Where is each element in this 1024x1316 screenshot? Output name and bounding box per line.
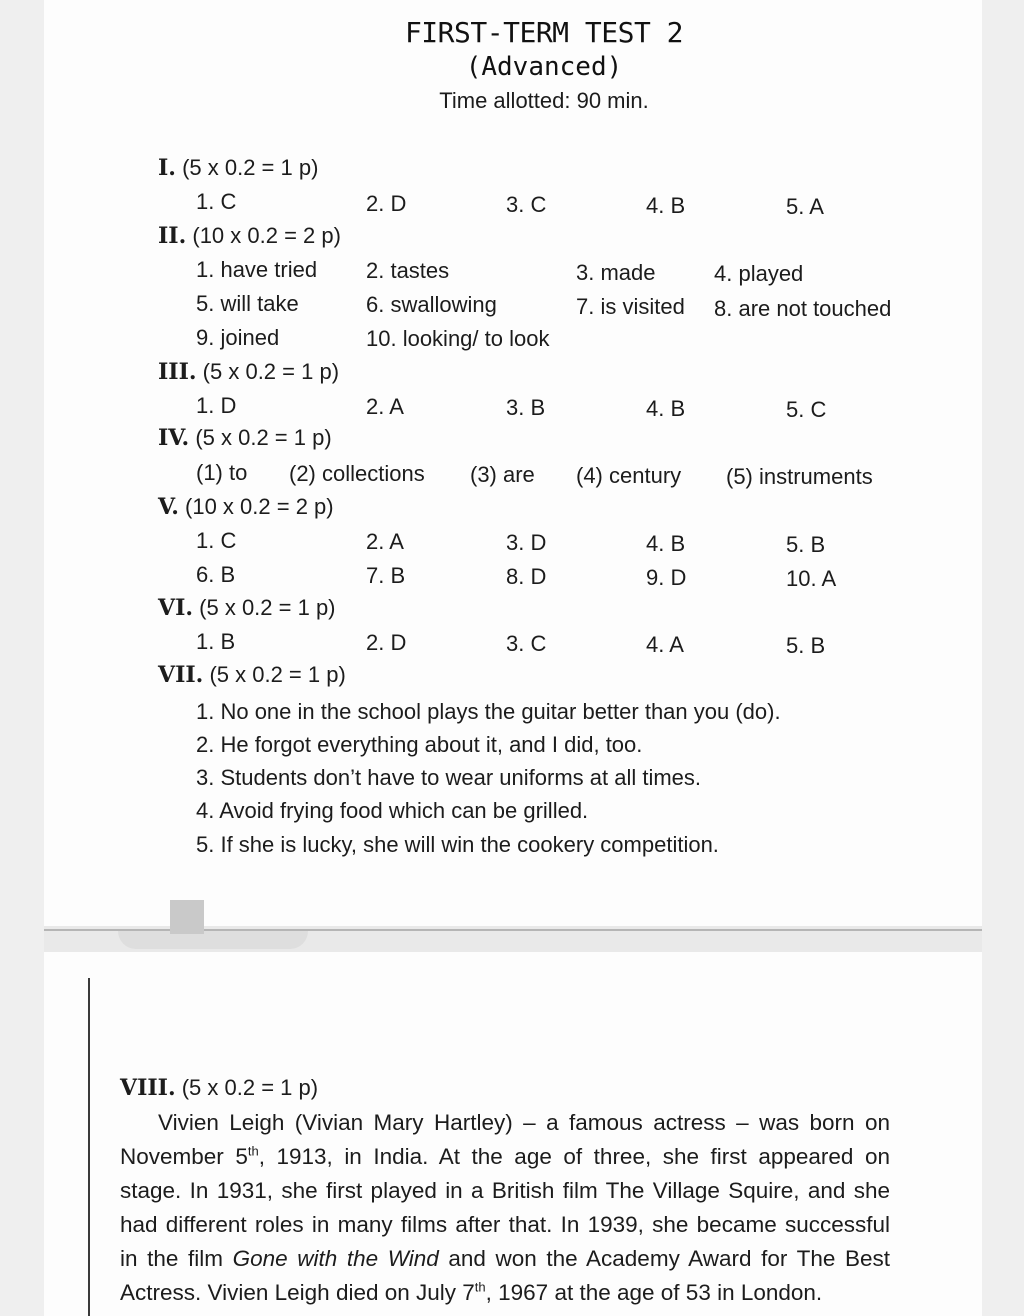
passage-line: stage. In 1931, she first played in a British film The Village Squire, and she [120,1178,890,1203]
answer: 2. D [366,630,407,655]
section-5-marks: (10 x 0.2 = 2 p) [185,494,334,519]
answer: 1. B [196,629,236,654]
section-1-number: I. [158,155,176,181]
answer: 2. tastes [366,258,450,283]
answer: 2. A [366,529,404,554]
answer: (4) century [576,463,682,488]
answer: 7. B [366,563,406,588]
answer: (5) instruments [726,464,873,489]
answer: 3. B [506,395,546,420]
passage-line: had different roles in many films after that. In 1939, she became successful [120,1212,890,1237]
answer: 2. D [366,191,407,216]
section-1-marks: (5 x 0.2 = 1 p) [182,155,319,180]
passage [120,1106,890,1310]
section-1-header [158,154,318,182]
section-8-marks: (5 x 0.2 = 1 p) [181,1075,319,1100]
seam-block [170,900,204,934]
answer: 9. joined [196,325,280,350]
answer: 8. are not touched [714,296,892,321]
answer: (1) to [196,460,248,485]
section-2-header [158,222,341,250]
answer: 10. A [786,566,837,591]
answer: 4. played [714,261,804,286]
margin-line [88,978,90,1316]
sentence: 3. Students don’t have to wear uniforms at all times. [196,765,702,790]
answer: 6. swallowing [366,292,497,317]
sentence: 4. Avoid frying food which can be grilled. [196,798,589,823]
answer: 4. B [646,531,686,556]
answer: 3. D [506,530,547,555]
section-3-number: III. [158,359,197,385]
section-6-header [158,594,336,622]
time-allotted: Time allotted: 90 min. [439,88,649,113]
test-level: (Advanced) [465,52,623,82]
sentence: 2. He forgot everything about it, and I did, too. [196,732,643,757]
section-2-number: II. [158,223,187,249]
answer: 3. C [506,631,547,656]
section-4-marks: (5 x 0.2 = 1 p) [195,425,332,450]
answer: 8. D [506,564,547,589]
answer: 1. D [196,393,237,418]
section-6-marks: (5 x 0.2 = 1 p) [199,595,336,620]
answer: 1. C [196,189,237,214]
answer: 1. C [196,528,237,553]
answer: 5. B [786,532,826,557]
answer: 2. A [366,394,404,419]
answer: 6. B [196,562,236,587]
test-title: FIRST-TERM TEST 2 [404,16,684,49]
answer: 4. B [646,396,686,421]
section-5-header [158,493,334,521]
section-5-number: V. [158,494,179,520]
answer: 7. is visited [576,294,685,319]
answer: 5. will take [196,291,299,316]
section-8-header [120,1074,318,1102]
answer: (2) collections [289,461,425,486]
seam-shadow [118,931,308,949]
section-3-header [158,358,339,386]
answer: 4. A [646,632,684,657]
answer: 5. B [786,633,826,658]
passage-line: in the film Gone with the Wind and won the Academy Award for The Best [120,1246,890,1271]
passage-line: Vivien Leigh (Vivian Mary Hartley) – a famous actress – was born on [158,1110,890,1135]
section-7-number: VII. [158,662,204,688]
film-title: Gone with the Wind [232,1246,439,1271]
answer: 5. C [786,397,827,422]
answer: (3) are [470,462,535,487]
section-7-header [158,661,346,689]
section-4-number: IV. [158,425,190,451]
answer: 10. looking/ to look [366,326,550,351]
answer: 5. A [786,194,824,219]
passage-line: Actress. Vivien Leigh died on July 7th, 1967 at the age of 53 in London. [120,1279,823,1305]
section-8-number: VIII. [120,1075,176,1101]
answer: 4. B [646,193,686,218]
answer: 3. C [506,192,547,217]
answer: 1. have tried [196,257,318,282]
sentence: 1. No one in the school plays the guitar better than you (do). [196,699,781,724]
answer: 3. made [576,260,656,285]
answer: 9. D [646,565,687,590]
section-2-marks: (10 x 0.2 = 2 p) [192,223,341,248]
passage-line: November 5th, 1913, in India. At the age of three, she first appeared on [120,1143,890,1169]
section-3-marks: (5 x 0.2 = 1 p) [202,359,340,384]
section-4-header [158,424,332,452]
section-7-marks: (5 x 0.2 = 1 p) [209,662,346,687]
sentence: 5. If she is lucky, she will win the cookery competition. [196,832,719,857]
section-6-number: VI. [158,595,194,621]
